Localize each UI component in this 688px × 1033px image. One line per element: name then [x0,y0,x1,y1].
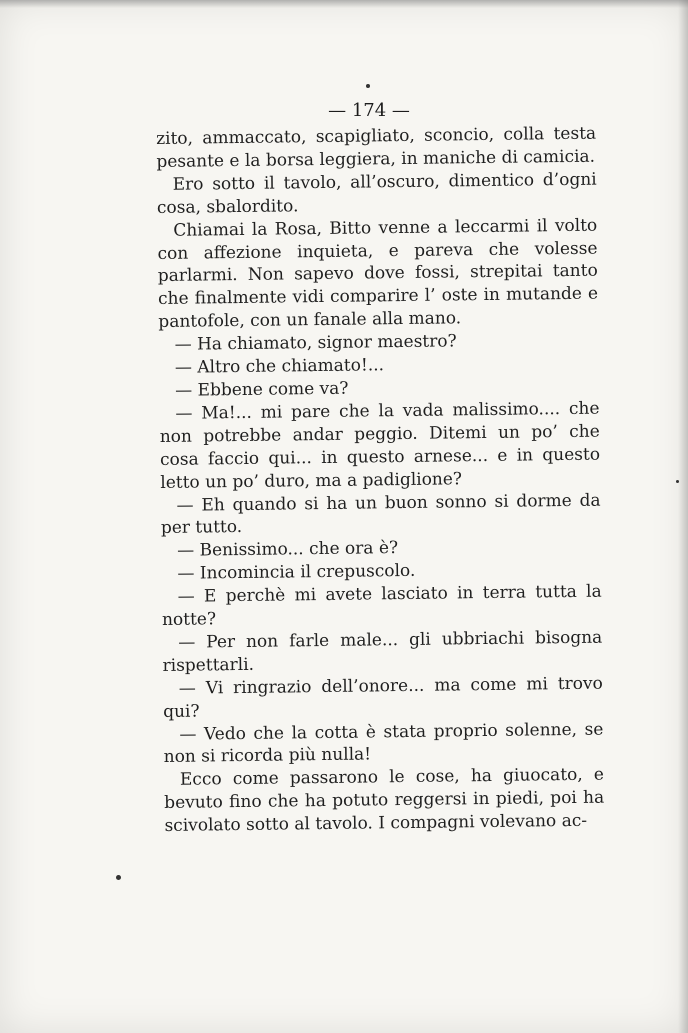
page-number: — 174 — [328,100,410,121]
dialogue-line: — Ebbene come va? [175,378,349,401]
ink-speck [116,875,121,880]
dialogue-line: — Altro che chiamato!... [174,355,385,378]
dialogue-line: — Ha chiamato, signor maestro? [174,331,457,355]
paragraph: Ecco come passarono le cose, ha giuocato, e bevuto fino che ha potuto reggersi in piedi, poi ha scivolato sotto al tavolo. I compagni volevano ac- [164,764,605,837]
dialogue-line: — Per non farle male... gli ubbriachi bisogna rispettarli. [162,627,603,676]
page-top-edge [0,0,688,8]
ink-speck [676,480,679,483]
dialogue-line: — Incomincia il crepuscolo. [177,561,416,584]
dialogue-line: — Eh quando si ha un buon sonno si dorme da per tutto. [160,490,601,539]
dialogue-line: — Vi ringrazio dell’onore... ma come mi trovo qui? [163,673,603,722]
paragraph: Ero sotto il tavolo, all’oscuro, dimentico d’ogni cosa, sbalordito. [156,169,597,218]
dialogue-line: — E perchè mi avete lasciato in terra tutta la notte? [161,581,602,630]
dialogue-line: — Benissimo... che ora è? [177,538,399,562]
dialogue-line: — Vedo che la cotta è stata proprio solenne, se non si ricorda più nulla! [163,719,604,768]
paragraph: Chiamai la Rosa, Bitto venne a leccarmi il volto con affezione inquieta, e pareva che volesse parlarmi. Non sapevo dove fossi, strepitai tanto che finalmente vidi comparire l’ oste in mutande e pantofole, con un fanale alla mano. [157,215,599,333]
page-text [156,123,605,838]
page-right-edge [678,0,688,1033]
ink-speck [366,84,370,88]
paragraph: zito, ammaccato, scapigliato, sconcio, colla testa pesante e la borsa leggiera, in maniche di camicia. [156,123,597,172]
dialogue-line: — Ma!... mi pare che la vada malissimo.... che non potrebbe andar peggio. Ditemi un po’ che cosa faccio qui... in questo arnese... e in questo letto un po’ duro, ma a padiglione? [159,398,601,493]
